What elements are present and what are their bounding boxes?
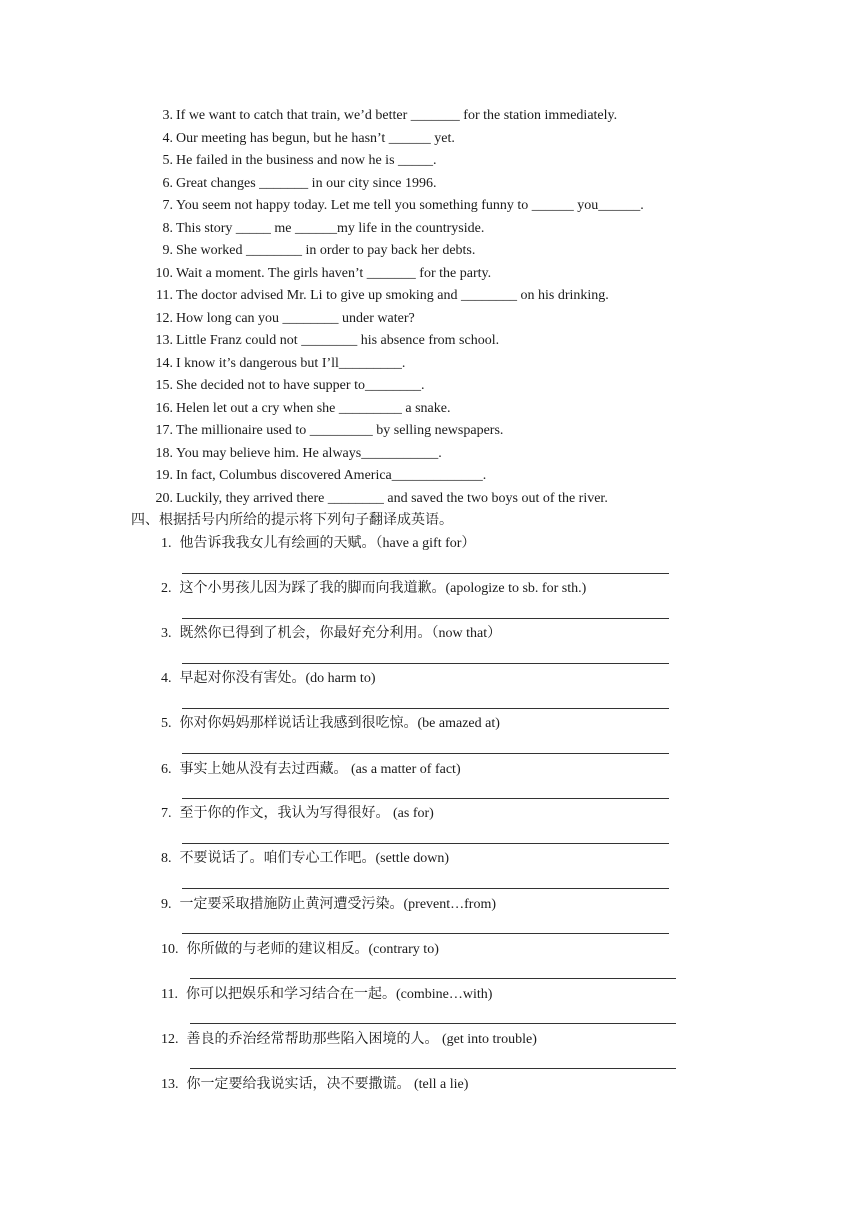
item-number: 10. (155, 266, 173, 281)
translation-item-4 (161, 670, 375, 688)
answer-line[interactable] (190, 1068, 676, 1069)
item-number: 19. (155, 468, 173, 483)
item-number: 20. (155, 491, 173, 506)
fill-item-9 (145, 242, 475, 260)
answer-line[interactable] (182, 888, 669, 889)
item-number: 17. (155, 423, 173, 438)
fill-item-10 (145, 265, 491, 283)
item-text: In fact, Columbus discovered America_____________. (176, 468, 487, 483)
item-text: How long can you ________ under water? (176, 311, 415, 326)
fill-item-11 (145, 287, 609, 305)
translation-item-8 (161, 850, 449, 868)
item-text: 至于你的作文，我认为写得很好。 (as for) (179, 806, 434, 821)
answer-line[interactable] (190, 978, 676, 979)
item-text: 善良的乔治经常帮助那些陷入困境的人。 (get into trouble) (186, 1032, 537, 1047)
item-text: 既然你已得到了机会，你最好充分利用。（now that） (179, 626, 502, 641)
item-number: 6. (162, 176, 173, 191)
fill-item-8 (145, 220, 484, 238)
item-number: 11. (156, 288, 173, 303)
item-number: 3. (162, 108, 173, 123)
translation-item-10 (161, 941, 439, 959)
item-text: 他告诉我我女儿有绘画的天赋。（have a gift for） (179, 536, 476, 551)
item-number: 7. (161, 806, 172, 821)
fill-item-19 (145, 467, 486, 485)
fill-item-14 (145, 355, 405, 373)
item-text: 你可以把娱乐和学习结合在一起。(combine…with) (185, 987, 493, 1002)
answer-line[interactable] (190, 1023, 676, 1024)
translation-item-13 (161, 1076, 468, 1094)
fill-item-4 (145, 130, 455, 148)
translation-item-12 (161, 1031, 537, 1049)
item-number: 12. (155, 311, 173, 326)
item-text: She worked ________ in order to pay back her debts. (176, 243, 476, 258)
answer-line[interactable] (182, 753, 669, 754)
fill-item-3 (145, 107, 617, 125)
answer-line[interactable] (182, 843, 669, 844)
fill-item-13 (145, 332, 499, 350)
item-text: Great changes _______ in our city since 1996. (176, 176, 437, 191)
item-number: 9. (162, 243, 173, 258)
answer-line[interactable] (182, 933, 669, 934)
fill-item-18 (145, 445, 442, 463)
item-number: 10. (161, 942, 179, 957)
item-number: 16. (155, 401, 173, 416)
item-text: You may believe him. He always___________. (176, 446, 442, 461)
item-text: You seem not happy today. Let me tell you something funny to ______ you______. (176, 198, 644, 213)
item-number: 13. (161, 1077, 179, 1092)
fill-item-12 (145, 310, 415, 328)
item-text: I know it’s dangerous but I’ll_________. (176, 356, 406, 371)
item-number: 12. (161, 1032, 179, 1047)
item-text: 你对你妈妈那样说话让我感到很吃惊。(be amazed at) (179, 716, 500, 731)
item-number: 7. (162, 198, 173, 213)
item-number: 9. (161, 897, 172, 912)
translation-item-2 (161, 580, 586, 598)
item-text: Helen let out a cry when she _________ a snake. (176, 401, 451, 416)
item-text: The doctor advised Mr. Li to give up smoking and ________ on his drinking. (176, 288, 609, 303)
item-text: Luckily, they arrived there ________ and saved the two boys out of the river. (176, 491, 608, 506)
item-number: 1. (161, 536, 172, 551)
translation-item-9 (161, 896, 496, 914)
item-text: 你所做的与老师的建议相反。(contrary to) (186, 942, 439, 957)
fill-item-17 (145, 422, 503, 440)
item-number: 2. (161, 581, 172, 596)
item-number: 18. (155, 446, 173, 461)
item-number: 5. (162, 153, 173, 168)
section-heading: 四、根据括号内所给的提示将下列句子翻译成英语。 (131, 513, 453, 528)
item-number: 8. (161, 851, 172, 866)
translation-item-7 (161, 805, 434, 823)
fill-item-5 (145, 152, 437, 170)
item-number: 6. (161, 762, 172, 777)
item-number: 4. (161, 671, 172, 686)
item-text: He failed in the business and now he is _____. (176, 153, 437, 168)
item-number: 15. (155, 378, 173, 393)
answer-line[interactable] (182, 573, 669, 574)
item-text: 事实上她从没有去过西藏。 (as a matter of fact) (179, 762, 461, 777)
item-text: 你一定要给我说实话，决不要撒谎。 (tell a lie) (186, 1077, 469, 1092)
fill-item-20 (145, 490, 608, 508)
translation-item-5 (161, 715, 500, 733)
item-text: If we want to catch that train, we’d better _______ for the station immediately. (176, 108, 618, 123)
item-text: Little Franz could not ________ his absence from school. (176, 333, 500, 348)
item-text: Wait a moment. The girls haven’t _______ for the party. (176, 266, 492, 281)
item-number: 5. (161, 716, 172, 731)
translation-item-3 (161, 625, 501, 643)
item-number: 14. (155, 356, 173, 371)
fill-item-15 (145, 377, 424, 395)
item-text: This story _____ me ______my life in the countryside. (176, 221, 485, 236)
item-text: The millionaire used to _________ by selling newspapers. (176, 423, 504, 438)
item-text: 早起对你没有害处。(do harm to) (179, 671, 376, 686)
answer-line[interactable] (182, 798, 669, 799)
translation-item-6 (161, 761, 461, 779)
item-text: She decided not to have supper to________. (176, 378, 425, 393)
item-text: 不要说话了。咱们专心工作吧。(settle down) (179, 851, 449, 866)
item-text: Our meeting has begun, but he hasn’t ______ yet. (176, 131, 455, 146)
item-number: 13. (155, 333, 173, 348)
item-text: 一定要采取措施防止黄河遭受污染。(prevent…from) (179, 897, 497, 912)
fill-item-6 (145, 175, 437, 193)
translation-item-1 (161, 535, 475, 553)
answer-line[interactable] (182, 663, 669, 664)
item-text: 这个小男孩儿因为踩了我的脚而向我道歉。(apologize to sb. for sth.) (179, 581, 587, 596)
translation-item-11 (161, 986, 492, 1004)
item-number: 8. (162, 221, 173, 236)
answer-line[interactable] (182, 618, 669, 619)
item-number: 11. (161, 987, 178, 1002)
fill-item-16 (145, 400, 450, 418)
fill-item-7 (145, 197, 644, 215)
answer-line[interactable] (182, 708, 669, 709)
item-number: 4. (162, 131, 173, 146)
item-number: 3. (161, 626, 172, 641)
